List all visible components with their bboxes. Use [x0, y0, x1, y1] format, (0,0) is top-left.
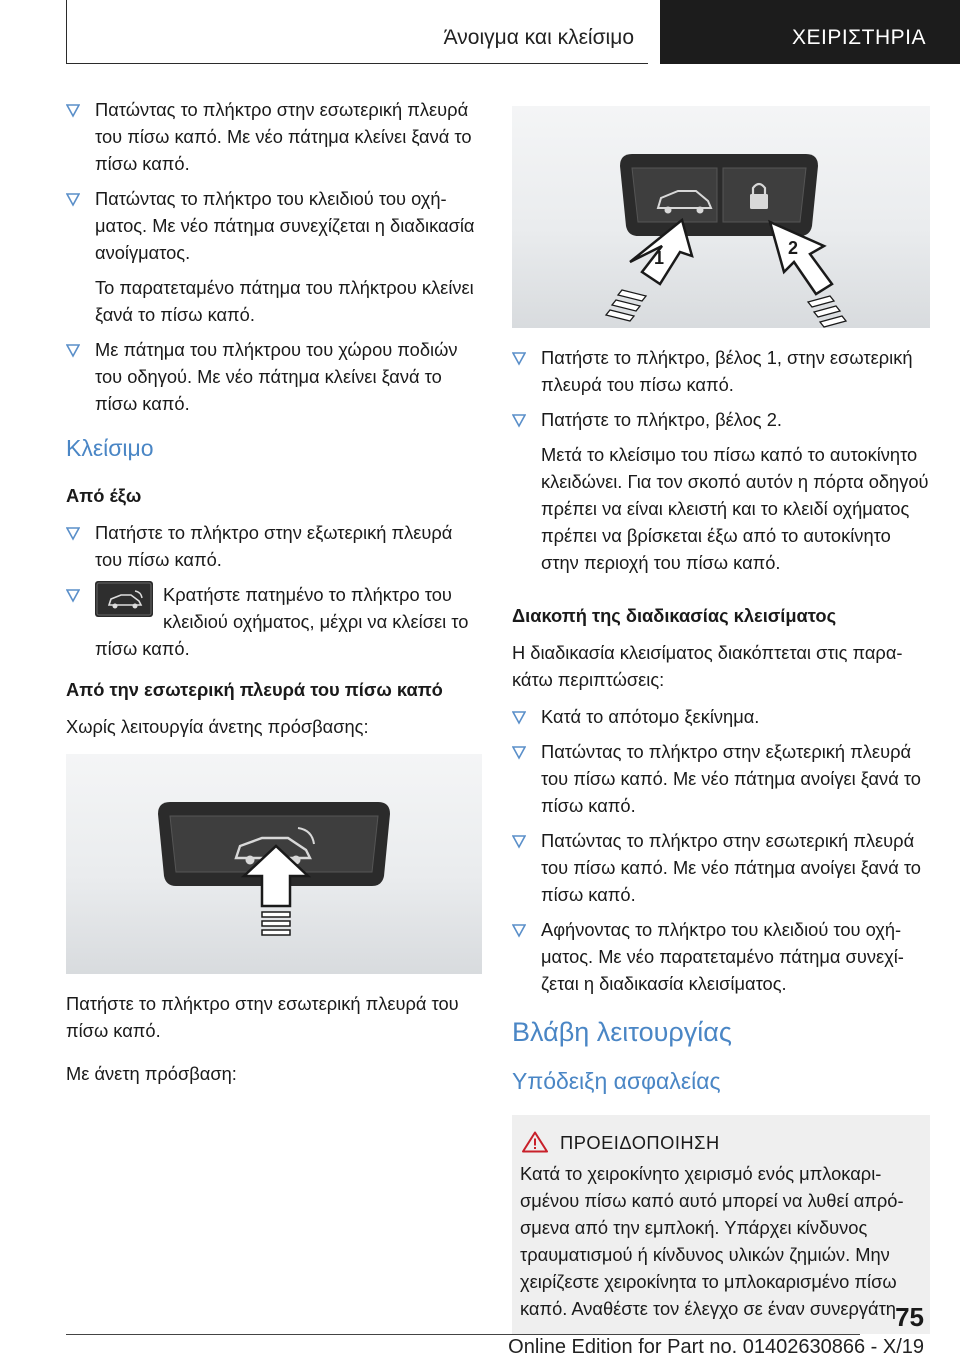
- list-item: [512, 916, 930, 997]
- list-item: [66, 336, 482, 417]
- list-item-text: Με πάτημα του πλήκτρου του χώρου ποδιών του οδηγού. Με νέο πάτημα κλείνει ξανά το πίσω καπό.: [95, 339, 458, 414]
- list-item-text: Πατώντας το πλήκτρο στην εξωτερική πλευρά του πίσω καπό. Με νέο πάτημα ανοίγει ξανά το πίσω καπό.: [541, 741, 921, 816]
- edition-footer: Online Edition for Part no. 01402630866 - X/19: [508, 1336, 924, 1358]
- list-item-text: Κρατήστε πατημένο το πλήκτρο του κλειδιού οχήματος, μέχρι να κλείσει το πίσω καπό.: [95, 584, 469, 659]
- list-item: [66, 581, 482, 662]
- subheading-inside: Από την εσωτερική πλευρά του πίσω καπό: [66, 679, 443, 700]
- page-number: 75: [895, 1302, 924, 1332]
- indent-lock-note: Μετά το κλείσιμο του πίσω καπό το αυτοκίνητο κλειδώνει. Για τον σκοπό αυτόν η πόρτα οδηγού πρέπει να είναι κλειστή και το κλειδί οχήματος πρέπει να βρίσκεται έξω από το αυτοκίνητο στην περιοχή του πίσω καπό.: [541, 444, 929, 573]
- header-section: [66, 0, 648, 64]
- list-item-text: Πατώντας το πλήκτρο του κλειδιού του οχήματος. Με νέο πάτημα συνεχίζεται η διαδικασία ανοίγματος.: [95, 188, 475, 263]
- arrow-label-2: 2: [788, 238, 799, 258]
- list-item: [512, 344, 930, 398]
- footer-divider: [66, 1334, 860, 1335]
- heading-closing: Κλείσιμο: [66, 435, 154, 461]
- list-item-text: Πατήστε το πλήκτρο, βέλος 1, στην εσωτερική πλευρά του πίσω καπό.: [541, 347, 913, 395]
- list-item: [66, 519, 482, 573]
- trunk-and-lock-buttons-illustration: [512, 106, 930, 328]
- bullet-triangle-icon: [512, 706, 526, 726]
- list-item-text: Πατώντας το πλήκτρο στην εσωτερική πλευρά του πίσω καπό. Με νέο πάτημα ανοίγει ξανά το πίσω καπό.: [541, 830, 921, 905]
- left-column: [66, 96, 482, 1097]
- after-image-text: Πατήστε το πλήκτρο στην εσωτερική πλευρά του πίσω καπό.: [66, 993, 459, 1041]
- header-chapter: [660, 0, 960, 64]
- section-title: Άνοιγμα και κλείσιμο: [443, 26, 634, 49]
- bullet-triangle-icon: [512, 830, 526, 850]
- indent-note: Το παρατεταμένο πάτημα του πλήκτρου κλείνει ξανά το πίσω καπό.: [95, 277, 474, 325]
- bullet-triangle-icon: [512, 919, 526, 939]
- list-item: [66, 96, 482, 177]
- list-item: [512, 827, 930, 908]
- list-item-text: Αφήνοντας το πλήκτρο του κλειδιού του οχήματος. Με νέο παρατεταμένο πάτημα συνεχίζεται η διαδικασία κλεισίματος.: [541, 919, 904, 994]
- list-item: [512, 406, 930, 433]
- list-item: [66, 185, 482, 266]
- list-item-text: Κατά το απότομο ξεκίνημα.: [541, 706, 760, 727]
- list-item-text: Πατώντας το πλήκτρο στην εσωτερική πλευρά του πίσω καπό. Με νέο πάτημα κλείνει ξανά το πίσω καπό.: [95, 99, 472, 174]
- warning-text: Κατά το χειροκίνητο χειρισμό ενός μπλοκαρισμένου πίσω καπό αυτό μπορεί να λυθεί απρόσμενα από την εμπλοκή. Υπάρχει κίνδυνος τραυματισμού ή κίνδυνος υλικών ζημιών. Μην χειρίζεστε χειροκίνητα το μπλοκαρισμένο πίσω καπό. Αναθέστε τον έλεγχο σε έναν συνεργάτη: [520, 1163, 904, 1319]
- no-comfort-access-text: Χωρίς λειτουργία άνετης πρόσβασης:: [66, 716, 369, 737]
- warning-title: ΠΡΟΕΙΔΟΠΟΙΗΣΗ: [560, 1132, 720, 1153]
- interrupt-intro: Η διαδικασία κλεισίματος διακόπτεται στις παρακάτω περιπτώσεις:: [512, 642, 903, 690]
- list-item-text: Πατήστε το πλήκτρο, βέλος 2.: [541, 409, 782, 430]
- bullet-triangle-icon: [66, 522, 80, 542]
- trunk-button-illustration: [66, 754, 482, 974]
- arrow-label-1: 1: [654, 248, 665, 268]
- heading-malfunction: Βλάβη λειτουργίας: [512, 1017, 732, 1047]
- list-item: [512, 703, 930, 730]
- bullet-triangle-icon: [66, 99, 80, 119]
- bullet-triangle-icon: [66, 584, 80, 604]
- with-comfort-access-text: Με άνετη πρόσβαση:: [66, 1063, 237, 1084]
- heading-safety: Υπόδειξη ασφαλείας: [512, 1068, 721, 1094]
- bullet-triangle-icon: [512, 741, 526, 761]
- subheading-interrupt: Διακοπή της διαδικασίας κλεισίματος: [512, 605, 837, 626]
- warning-header: [520, 1129, 922, 1156]
- chapter-title: ΧΕΙΡΙΣΤΗΡΙΑ: [791, 26, 926, 49]
- list-item-text: Πατήστε το πλήκτρο στην εξωτερική πλευρά του πίσω καπό.: [95, 522, 453, 570]
- trunk-button-icon: [95, 581, 153, 617]
- subheading-outside: Από έξω: [66, 485, 142, 506]
- warning-box: [512, 1115, 930, 1334]
- bullet-triangle-icon: [66, 188, 80, 208]
- bullet-triangle-icon: [66, 339, 80, 359]
- list-item: [512, 738, 930, 819]
- warning-icon: [522, 1131, 548, 1160]
- bullet-triangle-icon: [512, 409, 526, 429]
- right-column: [512, 96, 930, 1334]
- bullet-triangle-icon: [512, 347, 526, 367]
